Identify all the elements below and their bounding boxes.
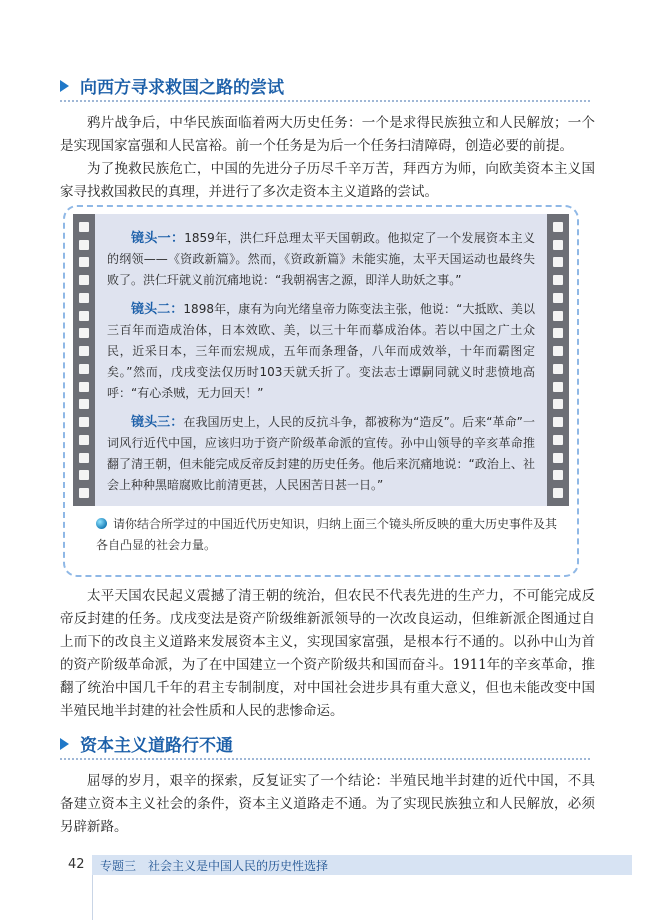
- shot-two-label: 镜头二：: [131, 302, 184, 317]
- film-strip: [73, 214, 569, 506]
- shot-two-text: 1898年，康有为向光绪皇帝力陈变法主张，他说：“大抵欧、美以三百年而造成治体，日本效欧、美，以三十年而摹成治体。若以中国之广土众民，近采日本，三年而宏规成，五年而条理备，八年而成效举，十年而霸图定矣。”然而，戊戌变法仅历时103天就夭折了。变法志士谭嗣同就义时悲愤地高呼：“有心杀贼，无力回天！”: [107, 302, 535, 400]
- question-text: 请你结合所学过的中国近代历史知识，归纳上面三个镜头所反映的重大历史事件及其各自凸显的社会力量。: [96, 517, 558, 552]
- paragraph-two-tasks: 鸦片战争后，中华民族面临着两大历史任务：一个是求得民族独立和人民解放；一个是实现国家富强和人民富裕。前一个任务是为后一个任务扫清障碍，创造必要的前提。: [60, 115, 595, 154]
- shot-three-label: 镜头三：: [131, 415, 184, 430]
- film-content: [107, 228, 535, 504]
- paragraph-analysis: 太平天国农民起义震撼了清王朝的统治，但农民不代表先进的生产力，不可能完成反帝反封建的任务。戊戌变法是资产阶级维新派领导的一次改良运动，但维新派企图通过自上而下的改良主义道路来发展资本主义，实现国家富强，是根本行不通的。以孙中山为首的资产阶级革命派，为了在中国建立一个资产阶级共和国而奋斗。1911年的辛亥革命，推翻了统治中国几千年的君主专制制度，对中国社会进步具有重大意义，但也未能改变中国半殖民地半封建的社会性质和人民的悲惨命运。: [60, 588, 595, 719]
- film-perforation-right: [547, 214, 569, 506]
- chapter-title: 专题三 社会主义是中国人民的历史性选择: [100, 859, 329, 873]
- shot-one-text: 1859年，洪仁玕总理太平天国朝政。他拟定了一个发展资本主义的纲领——《资政新篇》。然而，《资政新篇》未能实施，太平天国运动也最终失败了。洪仁玕就义前沉痛地说：“我朝祸害之源，即洋人助妖之事。”: [107, 231, 535, 287]
- film-perforation-left: [73, 214, 95, 506]
- question-bullet-icon: [96, 518, 107, 529]
- section-heading-western-attempts: [60, 70, 590, 102]
- shot-one: [107, 228, 535, 291]
- page-footer: [0, 855, 650, 875]
- shot-one-label: 镜头一：: [131, 231, 185, 246]
- shot-three-text: 在我国历史上，人民的反抗斗争，都被称为“造反”。后来“革命”一词风行近代中国，应该归功于资产阶级革命派的宣传。孙中山领导的辛亥革命推翻了清王朝，但未能完成反帝反封建的历史任务。他后来沉痛地说：“政治上、社会上种种黑暗腐败比前清更甚，人民困苦日甚一日。”: [107, 415, 535, 492]
- section-title: 向西方寻求救国之路的尝试: [80, 78, 284, 98]
- paragraph-seeking-truth: 为了挽救民族危亡，中国的先进分子历尽千辛万苦，拜西方为师，向欧美资本主义国家寻找救国救民的真理，并进行了多次走资本主义道路的尝试。: [60, 161, 595, 200]
- section-heading-capitalism-fails: [60, 728, 590, 760]
- page-number: 42: [68, 857, 85, 872]
- shot-two: [107, 299, 535, 404]
- paragraph-conclusion: 屈辱的岁月，艰辛的探索，反复证实了一个结论：半殖民地半封建的近代中国，不具备建立资本主义社会的条件，资本主义道路走不通。为了实现民族独立和人民解放，必须另辟新路。: [60, 773, 595, 835]
- section-title: 资本主义道路行不通: [80, 736, 233, 756]
- triangle-bullet-icon: [60, 80, 69, 92]
- triangle-bullet-icon: [60, 738, 69, 750]
- shot-three: [107, 412, 535, 496]
- footer-divider: [92, 875, 93, 920]
- discussion-question: [96, 514, 566, 556]
